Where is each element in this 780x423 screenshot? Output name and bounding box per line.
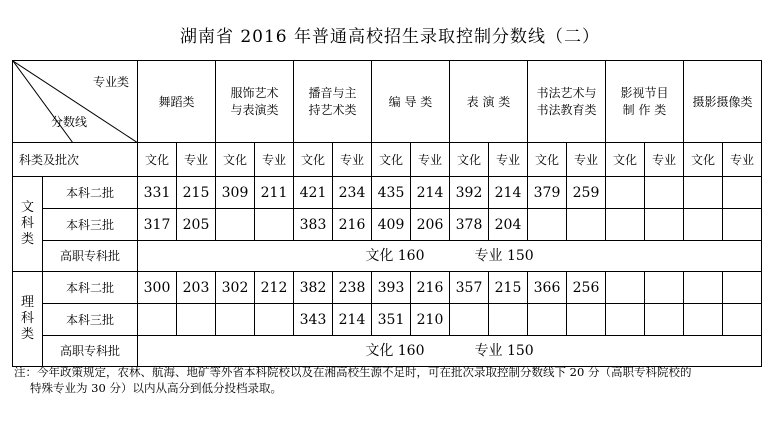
- score-table: [12, 60, 762, 367]
- page-title: 湖南省 2016 年普通高校招生录取控制分数线（二）: [179, 27, 601, 47]
- sub-header-culture: 文化: [372, 143, 411, 177]
- corner-label-category-batch: 科类及批次: [13, 143, 138, 177]
- score-cell: [684, 177, 723, 209]
- score-cell: 215: [177, 177, 216, 209]
- score-cell: [255, 304, 294, 336]
- score-cell: 317: [138, 209, 177, 241]
- score-cell: [723, 272, 762, 304]
- batch-label: 高职专科批: [43, 241, 138, 272]
- score-cell: [723, 209, 762, 241]
- score-cell: [645, 272, 684, 304]
- footnote: [14, 364, 770, 396]
- score-cell: [645, 209, 684, 241]
- score-cell: [489, 304, 528, 336]
- footnote-line-1: 注：今年政策规定，农林、航海、地矿等外省本科院校以及在湘高校生源不足时，可在批次录取控制分数线下 20 分（高职专科院校的: [14, 365, 692, 379]
- score-cell: [606, 272, 645, 304]
- major-header-line2: 与表演类: [230, 103, 279, 117]
- merged-major-score: 专业 150: [474, 343, 534, 359]
- score-cell: 203: [177, 272, 216, 304]
- sub-header-culture: 文化: [684, 143, 723, 177]
- merged-culture-score: 文化 160: [365, 248, 425, 264]
- major-header-6: [606, 61, 684, 143]
- score-cell: [723, 177, 762, 209]
- score-cell: 421: [294, 177, 333, 209]
- score-cell: [567, 209, 606, 241]
- batch-label: 本科二批: [43, 272, 138, 304]
- score-cell: 357: [450, 272, 489, 304]
- score-cell: 214: [411, 177, 450, 209]
- sub-header-major: 专业: [723, 143, 762, 177]
- category-char: 理: [20, 295, 34, 310]
- score-cell: 343: [294, 304, 333, 336]
- corner-header-cell: [13, 61, 138, 143]
- score-cell: 366: [528, 272, 567, 304]
- score-cell: 351: [372, 304, 411, 336]
- score-cell: 393: [372, 272, 411, 304]
- score-cell: 206: [411, 209, 450, 241]
- score-cell: [723, 304, 762, 336]
- major-header-1: [216, 61, 294, 143]
- category-char: 文: [20, 200, 34, 215]
- score-cell: [255, 209, 294, 241]
- score-cell: 214: [333, 304, 372, 336]
- major-header-line2: 制 作 类: [622, 103, 667, 117]
- category-cell: [13, 272, 43, 367]
- score-cell: 210: [411, 304, 450, 336]
- batch-label: 高职专科批: [43, 336, 138, 367]
- sub-header-culture: 文化: [138, 143, 177, 177]
- score-cell: 435: [372, 177, 411, 209]
- major-header-4: [450, 61, 528, 143]
- score-cell: 331: [138, 177, 177, 209]
- major-header-line1: 编 导 类: [388, 94, 433, 109]
- score-cell: [567, 304, 606, 336]
- table-row: [13, 177, 762, 209]
- score-cell: 300: [138, 272, 177, 304]
- sub-header-major: 专业: [177, 143, 216, 177]
- score-cell: 259: [567, 177, 606, 209]
- footnote-line-2: 特殊专业为 30 分）以内从高分到低分投档录取。: [30, 381, 282, 395]
- major-header-5: [528, 61, 606, 143]
- batch-label: 本科二批: [43, 177, 138, 209]
- major-header-line1: 舞蹈类: [158, 94, 195, 109]
- sub-header-culture: 文化: [450, 143, 489, 177]
- category-char: 类: [20, 327, 34, 342]
- score-cell: 204: [489, 209, 528, 241]
- score-cell: [528, 304, 567, 336]
- score-cell: 212: [255, 272, 294, 304]
- score-cell: [216, 304, 255, 336]
- score-cell: [684, 209, 723, 241]
- score-cell: 238: [333, 272, 372, 304]
- sub-header-culture: 文化: [216, 143, 255, 177]
- batch-label: 本科三批: [43, 304, 138, 336]
- batch-label: 本科三批: [43, 209, 138, 241]
- score-cell: 211: [255, 177, 294, 209]
- score-cell: 216: [411, 272, 450, 304]
- score-cell: [606, 177, 645, 209]
- score-cell: 379: [528, 177, 567, 209]
- category-char: 科: [20, 311, 34, 326]
- table-row: [13, 209, 762, 241]
- major-header-3: [372, 61, 450, 143]
- score-cell: 215: [489, 272, 528, 304]
- corner-label-score-line: 分数线: [51, 115, 88, 129]
- score-cell: 205: [177, 209, 216, 241]
- table-row: [13, 304, 762, 336]
- merged-culture-score: 文化 160: [365, 343, 425, 359]
- sub-header-major: 专业: [567, 143, 606, 177]
- sub-header-major: 专业: [411, 143, 450, 177]
- score-cell: 409: [372, 209, 411, 241]
- sub-header-major: 专业: [645, 143, 684, 177]
- major-header-7: [684, 61, 762, 143]
- score-cell: 378: [450, 209, 489, 241]
- score-cell: [684, 304, 723, 336]
- score-cell: [684, 272, 723, 304]
- category-cell: [13, 177, 43, 272]
- merged-score-cell: [138, 241, 762, 272]
- major-header-line2: 书法教育类: [536, 103, 597, 117]
- merged-score-cell: [138, 336, 762, 367]
- score-cell: [606, 304, 645, 336]
- score-cell: 256: [567, 272, 606, 304]
- major-header-0: [138, 61, 216, 143]
- sub-header-culture: 文化: [606, 143, 645, 177]
- major-header-line1: 书法艺术与: [536, 86, 597, 100]
- major-header-line1: 摄影摄像类: [692, 94, 753, 109]
- major-header-line1: 播音与主: [308, 86, 357, 100]
- score-cell: [450, 304, 489, 336]
- score-cell: [606, 209, 645, 241]
- major-header-line2: 持艺术类: [308, 103, 357, 117]
- score-cell: 234: [333, 177, 372, 209]
- corner-label-major-type: 专业类: [92, 75, 129, 89]
- major-header-2: [294, 61, 372, 143]
- score-cell: 309: [216, 177, 255, 209]
- score-cell: 382: [294, 272, 333, 304]
- table-row: [13, 241, 762, 272]
- sub-header-major: 专业: [489, 143, 528, 177]
- sub-header-major: 专业: [255, 143, 294, 177]
- table-row: [13, 336, 762, 367]
- score-cell: 383: [294, 209, 333, 241]
- score-cell: 216: [333, 209, 372, 241]
- corner-diagonal-lines: [13, 61, 138, 143]
- table-row: [13, 272, 762, 304]
- score-cell: [645, 177, 684, 209]
- score-cell: 214: [489, 177, 528, 209]
- score-cell: [216, 209, 255, 241]
- score-cell: [177, 304, 216, 336]
- sub-header-culture: 文化: [294, 143, 333, 177]
- major-header-line1: 影视节目: [620, 86, 669, 100]
- major-header-line1: 服饰艺术: [230, 86, 279, 100]
- score-cell: 302: [216, 272, 255, 304]
- score-cell: [528, 209, 567, 241]
- merged-major-score: 专业 150: [474, 248, 534, 264]
- category-char: 科: [20, 216, 34, 231]
- sub-header-major: 专业: [333, 143, 372, 177]
- score-cell: [138, 304, 177, 336]
- major-header-line1: 表 演 类: [466, 94, 511, 109]
- score-cell: [645, 304, 684, 336]
- sub-header-culture: 文化: [528, 143, 567, 177]
- score-cell: 392: [450, 177, 489, 209]
- category-char: 类: [20, 232, 34, 247]
